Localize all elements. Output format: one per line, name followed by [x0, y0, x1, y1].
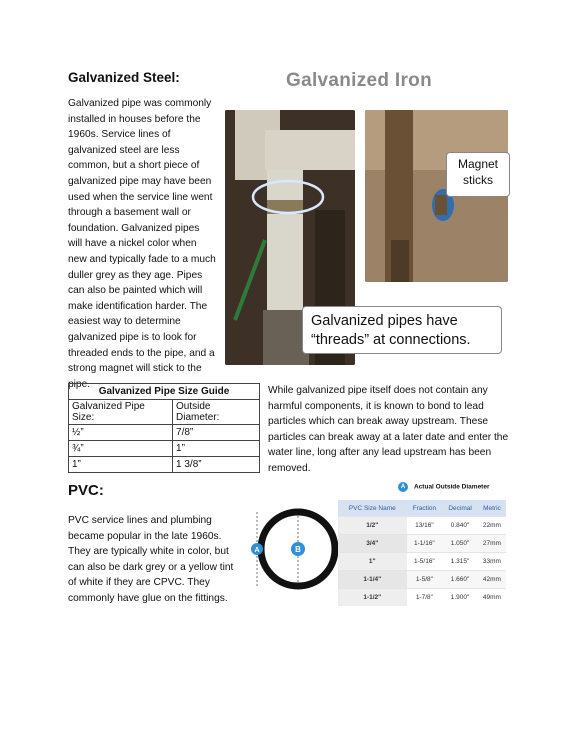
galvanized-paragraph: Galvanized pipe was commonly installed in houses before the 1960s. Service lines of galvanized steel are less common, but a short piece of galvanized pipe may have been used when the service line went through a basement wall or foundation. Galvanized pipes will have a nickel color when new and typically fade to a much duller grey as they age. Pipes can also be painted which will make identification harder. The easiest way to determine galvanized pipe is to look for threaded ends to the pipe, and a strong magnet will stick to the pipe. — [68, 98, 216, 390]
table-cell: 1.315" — [442, 553, 478, 571]
pvc-paragraph: PVC service lines and plumbing became popular in the late 1960s. They are typically white in color, but can also be dark grey or a yellow tint of white if they are CPVC. They commonly have glue on the fittings. — [68, 515, 234, 604]
table-cell: 1.900" — [442, 589, 478, 607]
table-row — [338, 553, 506, 571]
pipe-cross-section-svg — [250, 506, 342, 592]
table-cell: 42mm — [478, 571, 506, 589]
table-header: Galvanized Pipe Size: — [69, 400, 173, 425]
image-title: Galvanized Iron — [286, 70, 432, 91]
table-row — [338, 589, 506, 607]
table-cell: ½” — [69, 425, 173, 441]
table-caption: Galvanized Pipe Size Guide — [69, 384, 260, 400]
table-cell: 1/2" — [338, 517, 407, 535]
pvc-size-table — [338, 500, 506, 606]
galvanized-size-table — [68, 383, 260, 473]
table-cell: ¾” — [69, 441, 173, 457]
table-row — [338, 517, 506, 535]
table-cell: 1” — [173, 441, 260, 457]
table-cell: 1-1/16" — [407, 535, 443, 553]
table-cell: 27mm — [478, 535, 506, 553]
galvanized-note: While galvanized pipe itself does not contain any harmful components, it is known to bond to lead particles which can break away upstream. These particles can break away at a later date and enter the water line, long after any lead upstream has been removed. — [268, 385, 509, 474]
table-cell: 1" — [338, 553, 407, 571]
table-cell: 1-5/8" — [407, 571, 443, 589]
section-title-pvc: PVC: — [68, 482, 104, 499]
table-header: Decimal — [442, 500, 478, 517]
table-cell: 0.840" — [442, 517, 478, 535]
table-header: Fraction — [407, 500, 443, 517]
table-header: PVC Size Name — [338, 500, 407, 517]
table-cell: 13/16" — [407, 517, 443, 535]
table-cell: 1-1/2" — [338, 589, 407, 607]
pvc-table-heading — [398, 482, 490, 492]
table-cell: 1-7/8" — [407, 589, 443, 607]
section-title-galvanized: Galvanized Steel: — [68, 70, 180, 85]
table-row — [69, 441, 260, 457]
callout-threads: Galvanized pipes have “threads” at connections. — [302, 306, 502, 354]
table-row — [338, 571, 506, 589]
callout-magnet: Magnet sticks — [446, 152, 510, 197]
table-cell: 22mm — [478, 517, 506, 535]
diagram-label-b: B — [295, 545, 301, 554]
pipe-cross-section-diagram — [250, 506, 342, 592]
table-cell: 33mm — [478, 553, 506, 571]
table-header: Metric — [478, 500, 506, 517]
table-header: Outside Diameter: — [173, 400, 260, 425]
table-cell: 3/4" — [338, 535, 407, 553]
table-cell: 1.660" — [442, 571, 478, 589]
pvc-table-heading-text: Actual Outside Diameter — [414, 483, 490, 491]
diagram-label-a: A — [254, 547, 260, 554]
label-a-badge: A — [398, 482, 408, 492]
table-row — [338, 535, 506, 553]
table-row — [69, 425, 260, 441]
table-cell: 1-1/4" — [338, 571, 407, 589]
table-cell: 1.050" — [442, 535, 478, 553]
table-cell: 7/8” — [173, 425, 260, 441]
table-cell: 1-5/16" — [407, 553, 443, 571]
table-cell: 1” — [69, 457, 173, 473]
table-row — [69, 457, 260, 473]
table-cell: 49mm — [478, 589, 506, 607]
table-cell: 1 3/8” — [173, 457, 260, 473]
